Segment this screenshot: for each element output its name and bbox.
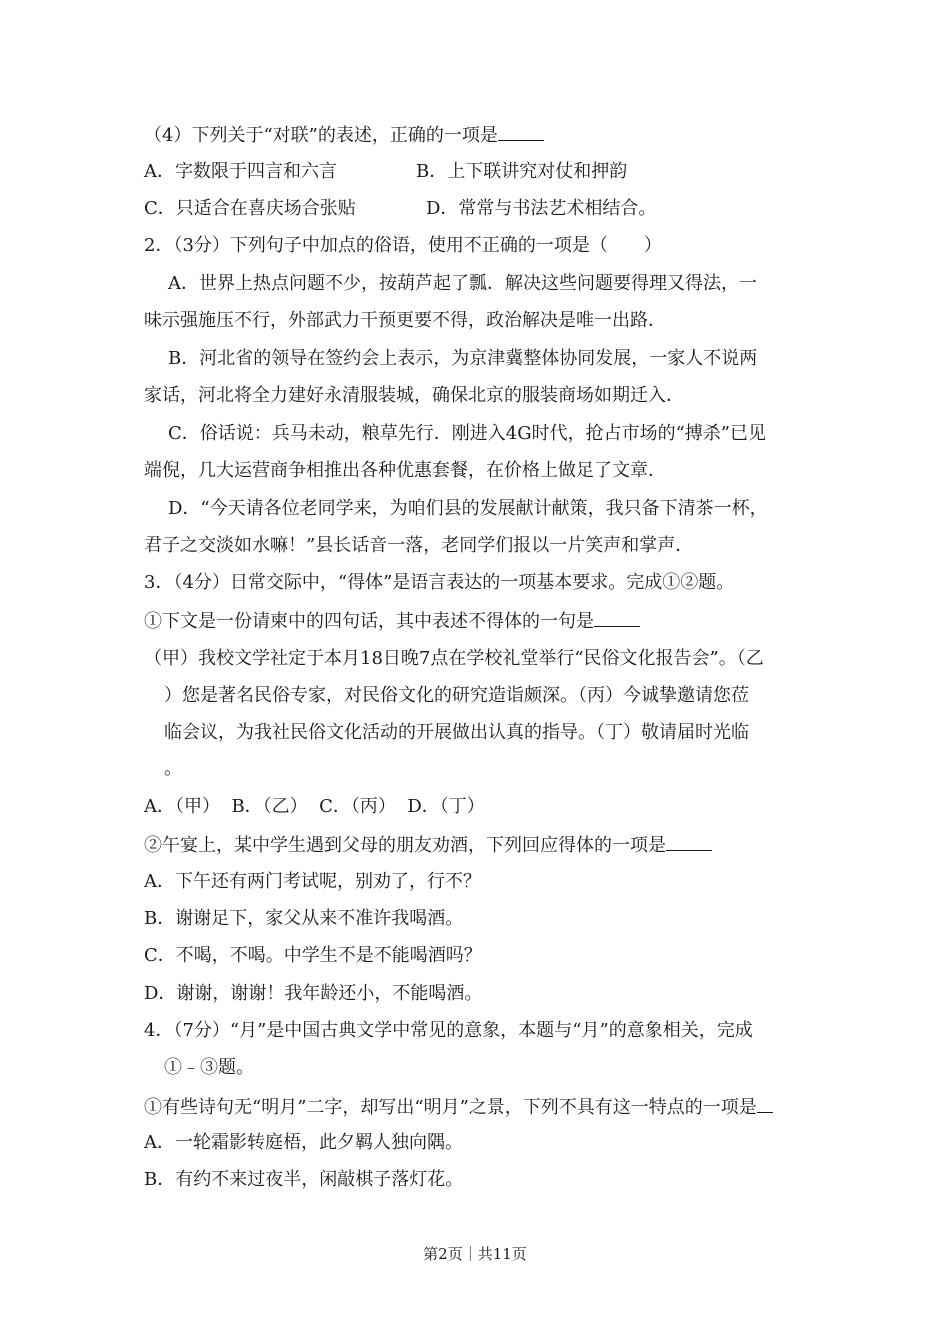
- q2-option-b-line1: B．河北省的领导在签约会上表示，为京津冀整体协同发展，一家人不说两: [168, 348, 758, 369]
- q3-sub1-stem-text: ①下文是一份请柬中的四句话，其中表述不得体的一句是: [144, 611, 594, 632]
- q3-sub2-stem: [144, 832, 814, 858]
- q2-option-c-line1: C．俗话说：兵马未动，粮草先行．刚进入4G时代，抢占市场的“搏杀”已见: [168, 423, 767, 444]
- q2-option-d-line1: D．“今天请各位老同学来，为咱们县的发展献计献策，我只备下清茶一杯，: [168, 498, 768, 519]
- page-footer: 第2页｜共11页: [423, 1245, 527, 1263]
- q4-sub1-stem: [144, 1094, 814, 1120]
- q1-4-option-b: B．上下联讲究对仗和押韵: [416, 161, 628, 182]
- q1-4-option-d: D．常常与书法艺术相结合。: [426, 198, 657, 219]
- answer-blank: [594, 608, 640, 627]
- q3-sub2-option-b: B．谢谢足下，家父从来不准许我喝酒。: [144, 908, 464, 929]
- q2-option-c-line2: 端倪，几大运营商争相推出各种优惠套餐，在价格上做足了文章．: [144, 460, 666, 481]
- q3-sub2-option-c: C．不喝，不喝。中学生不是不能喝酒吗？: [144, 945, 482, 966]
- q1-4-options-cd: [144, 197, 814, 221]
- q3-sub2-stem-text: ②午宴上，某中学生遇到父母的朋友劝酒，下列回应得体的一项是: [144, 835, 666, 856]
- q2-option-b-line2: 家话，河北将全力建好永清服装城，确保北京的服装商场如期迁入．: [144, 385, 684, 406]
- q4-stem-line2: ①﹣③题。: [164, 1057, 254, 1078]
- q3-passage-line3: 临会议，为我社民俗文化活动的开展做出认真的指导。（丁）敬请届时光临: [164, 722, 749, 743]
- answer-blank: [498, 122, 544, 141]
- q1-4-stem-text: （4）下列关于“对联”的表述，正确的一项是: [144, 125, 498, 146]
- q4-sub1-option-a: A．一轮霜影转庭梧，此夕羁人独向隅。: [144, 1132, 463, 1153]
- q4-stem-line1: 4．（7分）“月”是中国古典文学中常见的意象，本题与“月”的意象相关，完成: [144, 1020, 753, 1041]
- q1-4-stem: [144, 122, 814, 148]
- q3-sub2-option-a: A．下午还有两门考试呢，别劝了，行不？: [144, 871, 481, 892]
- q3-sub2-option-d: D．谢谢，谢谢！我年龄还小，不能喝酒。: [144, 983, 483, 1004]
- q2-stem: 2．（3分）下列句子中加点的俗语，使用不正确的一项是（ ）: [144, 235, 662, 256]
- q3-sub1-stem: [144, 608, 814, 634]
- q3-stem: 3．（4分）日常交际中，“得体”是语言表达的一项基本要求。完成①②题。: [144, 572, 735, 593]
- answer-blank: [757, 1094, 773, 1113]
- q1-4-option-c: C．只适合在喜庆场合张贴: [144, 198, 356, 219]
- q1-4-options-ab: [144, 160, 814, 184]
- q3-passage-line4: 。: [164, 758, 182, 779]
- q3-passage-line2: ）您是著名民俗专家，对民俗文化的研究造诣颇深。（丙）今诚挚邀请您莅: [164, 685, 749, 706]
- q2-option-d-line2: 君子之交淡如水嘛！”县长话音一落，老同学们报以一片笑声和掌声．: [144, 535, 694, 556]
- q1-4-option-a: A．字数限于四言和六言: [144, 161, 337, 182]
- q4-sub1-option-b: B．有约不来过夜半，闲敲棋子落灯花。: [144, 1169, 464, 1190]
- q2-option-a-line1: A．世界上热点问题不少，按葫芦起了瓢．解决这些问题要得理又得法，一: [168, 273, 757, 294]
- q3-passage-line1: （甲）我校文学社定于本月18日晚7点在学校礼堂举行“民俗文化报告会”。（乙: [144, 648, 764, 669]
- q2-option-a-line2: 味示强施压不行，外部武力干预更要不得，政治解决是唯一出路．: [144, 310, 666, 331]
- q3-sub1-options: A．（甲） B．（乙） C．（丙） D．（丁）: [144, 796, 485, 817]
- answer-blank: [666, 832, 712, 851]
- q4-sub1-stem-text: ①有些诗句无“明月”二字，却写出“明月”之景，下列不具有这一特点的一项是: [144, 1097, 757, 1118]
